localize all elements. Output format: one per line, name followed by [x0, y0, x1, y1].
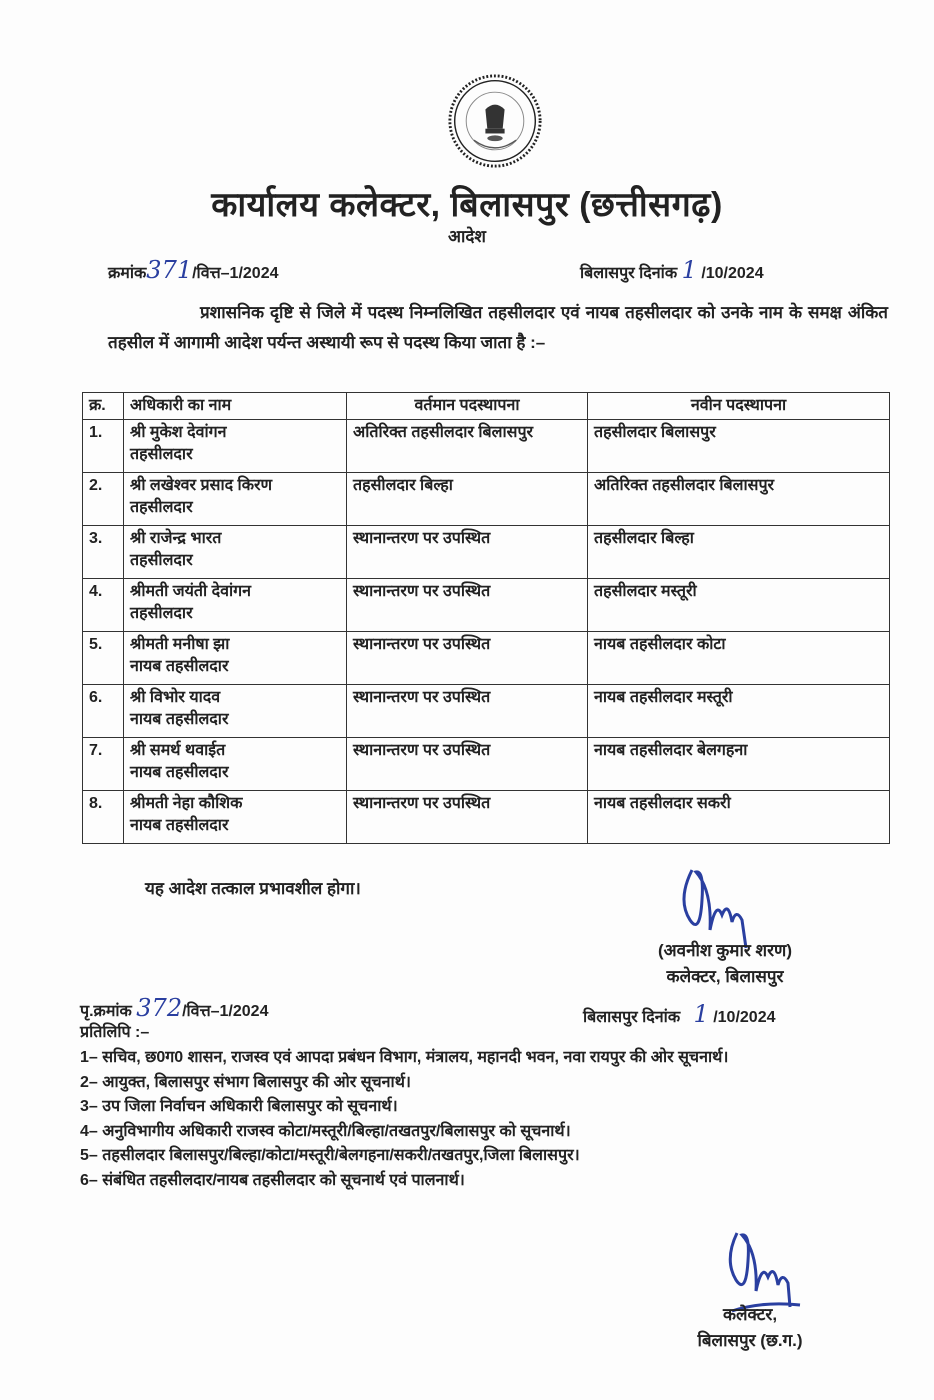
serial-number: 6.: [89, 689, 103, 706]
copy-item: 4– अनुविभागीय अधिकारी राजस्व कोटा/मस्तूरी/बिल्हा/तखतपुर/बिलासपुर को सूचनार्थ।: [80, 1122, 571, 1140]
serial-number: 3.: [89, 530, 103, 547]
order-number: [108, 256, 279, 284]
row-officer: [124, 526, 347, 579]
new-posting: तहसीलदार बिल्हा: [594, 530, 694, 547]
officer-name: श्रीमती जयंती देवांगन: [130, 583, 252, 600]
current-posting: स्थानान्तरण पर उपस्थित: [353, 742, 491, 759]
endorsement-label: पृ.क्रमांक: [80, 1003, 132, 1020]
col-current-posting: वर्तमान पदस्थापना: [347, 393, 588, 420]
row-new-posting: [588, 526, 890, 579]
row-current-posting: [347, 579, 588, 632]
officer-name: श्री मुकेश देवांगन: [130, 424, 227, 441]
row-officer: [124, 420, 347, 473]
new-posting: नायब तहसीलदार मस्तूरी: [594, 689, 733, 706]
order-number-label: क्रमांक: [108, 265, 147, 282]
row-new-posting: [588, 738, 890, 791]
row-new-posting: [588, 420, 890, 473]
serial-number: 2.: [89, 477, 103, 494]
officer-designation: तहसीलदार: [130, 499, 193, 516]
signatory-block: [610, 938, 840, 990]
row-current-posting: [347, 791, 588, 844]
copy-to-label: प्रतिलिपि :–: [80, 1024, 150, 1041]
row-current-posting: [347, 473, 588, 526]
serial-number: 5.: [89, 636, 103, 653]
row-new-posting: [588, 791, 890, 844]
row-officer: [124, 632, 347, 685]
signatory-title: कलेक्टर, बिलासपुर: [666, 967, 784, 986]
serial-number: 8.: [89, 795, 103, 812]
table-header-row: [83, 393, 890, 420]
row-serial: [83, 685, 124, 738]
table-row: [83, 632, 890, 685]
row-officer: [124, 738, 347, 791]
current-posting: अतिरिक्त तहसीलदार बिलासपुर: [353, 424, 534, 441]
officer-name: श्रीमती नेहा कौशिक: [130, 795, 243, 812]
officer-designation: नायब तहसीलदार: [130, 658, 229, 675]
row-new-posting: [588, 632, 890, 685]
new-posting: नायब तहसीलदार सकरी: [594, 795, 731, 812]
footer-title: कलेक्टर,: [722, 1305, 778, 1324]
new-posting: तहसीलदार मस्तूरी: [594, 583, 697, 600]
endorsement-date-suffix: /10/2024: [713, 1009, 776, 1026]
footer-signatory: [660, 1302, 840, 1354]
row-serial: [83, 632, 124, 685]
effect-statement: यह आदेश तत्काल प्रभावशील होगा।: [145, 879, 361, 898]
table-row: [83, 579, 890, 632]
new-posting: नायब तहसीलदार कोटा: [594, 636, 726, 653]
officer-designation: नायब तहसीलदार: [130, 764, 229, 781]
row-serial: [83, 526, 124, 579]
serial-number: 4.: [89, 583, 103, 600]
row-new-posting: [588, 685, 890, 738]
row-current-posting: [347, 632, 588, 685]
officer-designation: तहसीलदार: [130, 446, 193, 463]
row-serial: [83, 791, 124, 844]
row-serial: [83, 420, 124, 473]
col-officer-name: अधिकारी का नाम: [124, 393, 347, 420]
current-posting: स्थानान्तरण पर उपस्थित: [353, 689, 491, 706]
row-current-posting: [347, 738, 588, 791]
row-current-posting: [347, 420, 588, 473]
endorsement-date-label: बिलासपुर दिनांक: [583, 1009, 681, 1026]
serial-number: 7.: [89, 742, 103, 759]
current-posting: स्थानान्तरण पर उपस्थित: [353, 795, 491, 812]
order-number-suffix: /वित्त–1/2024: [192, 265, 279, 282]
new-posting: अतिरिक्त तहसीलदार बिलासपुर: [594, 477, 775, 494]
page-title: कार्यालय कलेक्टर, बिलासपुर (छत्तीसगढ़): [211, 186, 723, 224]
current-posting: स्थानान्तरण पर उपस्थित: [353, 530, 491, 547]
officer-designation: तहसीलदार: [130, 552, 193, 569]
intro-paragraph: [108, 298, 888, 358]
table-row: [83, 738, 890, 791]
table-row: [83, 685, 890, 738]
row-serial: [83, 579, 124, 632]
collector-signature-icon: [672, 860, 762, 950]
order-heading: आदेश: [448, 227, 486, 246]
officer-designation: नायब तहसीलदार: [130, 817, 229, 834]
row-officer: [124, 685, 347, 738]
copy-item: 1– सचिव, छ0ग0 शासन, राजस्व एवं आपदा प्रबंधन विभाग, मंत्रालय, महानदी भवन, नवा रायपुर की ओर सूचनार्थ।: [80, 1049, 729, 1066]
handwritten-order-number: 371: [146, 256, 193, 284]
row-new-posting: [588, 473, 890, 526]
endorsement-number: [80, 994, 268, 1022]
officer-name: श्रीमती मनीषा झा: [130, 636, 230, 653]
copy-item: 3– उप जिला निर्वाचन अधिकारी बिलासपुर को सूचनार्थ।: [80, 1098, 398, 1115]
copy-item: 5– तहसीलदार बिलासपुर/बिल्हा/कोटा/मस्तूरी/बेलगहना/सकरी/तखतपुर,जिला बिलासपुर।: [80, 1147, 580, 1164]
row-serial: [83, 473, 124, 526]
order-date-label: बिलासपुर दिनांक: [580, 265, 678, 282]
table-row: [83, 526, 890, 579]
table-row: [83, 420, 890, 473]
table-row: [83, 473, 890, 526]
officer-designation: नायब तहसीलदार: [130, 711, 229, 728]
row-serial: [83, 738, 124, 791]
officer-name: श्री लखेश्वर प्रसाद किरण: [130, 477, 273, 494]
order-date-suffix: /10/2024: [701, 265, 764, 282]
endorsement-date: [583, 1000, 775, 1028]
officer-name: श्री राजेन्द्र भारत: [130, 530, 222, 547]
signatory-name: (अवनीश कुमार शरण): [658, 941, 792, 960]
officer-designation: तहसीलदार: [130, 605, 193, 622]
row-officer: [124, 791, 347, 844]
row-officer: [124, 473, 347, 526]
new-posting: तहसीलदार बिलासपुर: [594, 424, 716, 441]
copy-list: [80, 1046, 900, 1193]
endorsement-suffix: /वित्त–1/2024: [182, 1003, 269, 1020]
handwritten-endorsement-day: 1: [693, 1000, 709, 1028]
serial-number: 1.: [89, 424, 103, 441]
row-current-posting: [347, 685, 588, 738]
officer-name: श्री समर्थ थवाईत: [130, 742, 226, 759]
handwritten-order-day: 1: [681, 256, 697, 284]
current-posting: स्थानान्तरण पर उपस्थित: [353, 636, 491, 653]
row-current-posting: [347, 526, 588, 579]
current-posting: स्थानान्तरण पर उपस्थित: [353, 583, 491, 600]
current-posting: तहसीलदार बिल्हा: [353, 477, 453, 494]
row-new-posting: [588, 579, 890, 632]
col-serial: क्र.: [83, 393, 124, 420]
table-row: [83, 791, 890, 844]
new-posting: नायब तहसीलदार बेलगहना: [594, 742, 748, 759]
handwritten-endorsement-number: 372: [136, 994, 183, 1022]
posting-table: [82, 392, 890, 844]
intro-text: प्रशासनिक दृष्टि से जिले में पदस्थ निम्नलिखित तहसीलदार एवं नायब तहसीलदार को उनके नाम के समक्ष अंकित तहसील में आगामी आदेश पर्यन्त अस्थायी रूप से पदस्थ किया जाता है :–: [108, 303, 888, 352]
officer-name: श्री विभोर यादव: [130, 689, 221, 706]
copy-item: 6– संबंधित तहसीलदार/नायब तहसीलदार को सूचनार्थ एवं पालनार्थ।: [80, 1171, 465, 1189]
row-officer: [124, 579, 347, 632]
copy-item: 2– आयुक्त, बिलासपुर संभाग बिलासपुर की ओर सूचनार्थ।: [80, 1073, 411, 1091]
order-date: [580, 256, 764, 284]
col-new-posting: नवीन पदस्थापना: [588, 393, 890, 420]
government-seal-icon: [447, 73, 543, 169]
footer-place: बिलासपुर (छ.ग.): [697, 1331, 803, 1350]
